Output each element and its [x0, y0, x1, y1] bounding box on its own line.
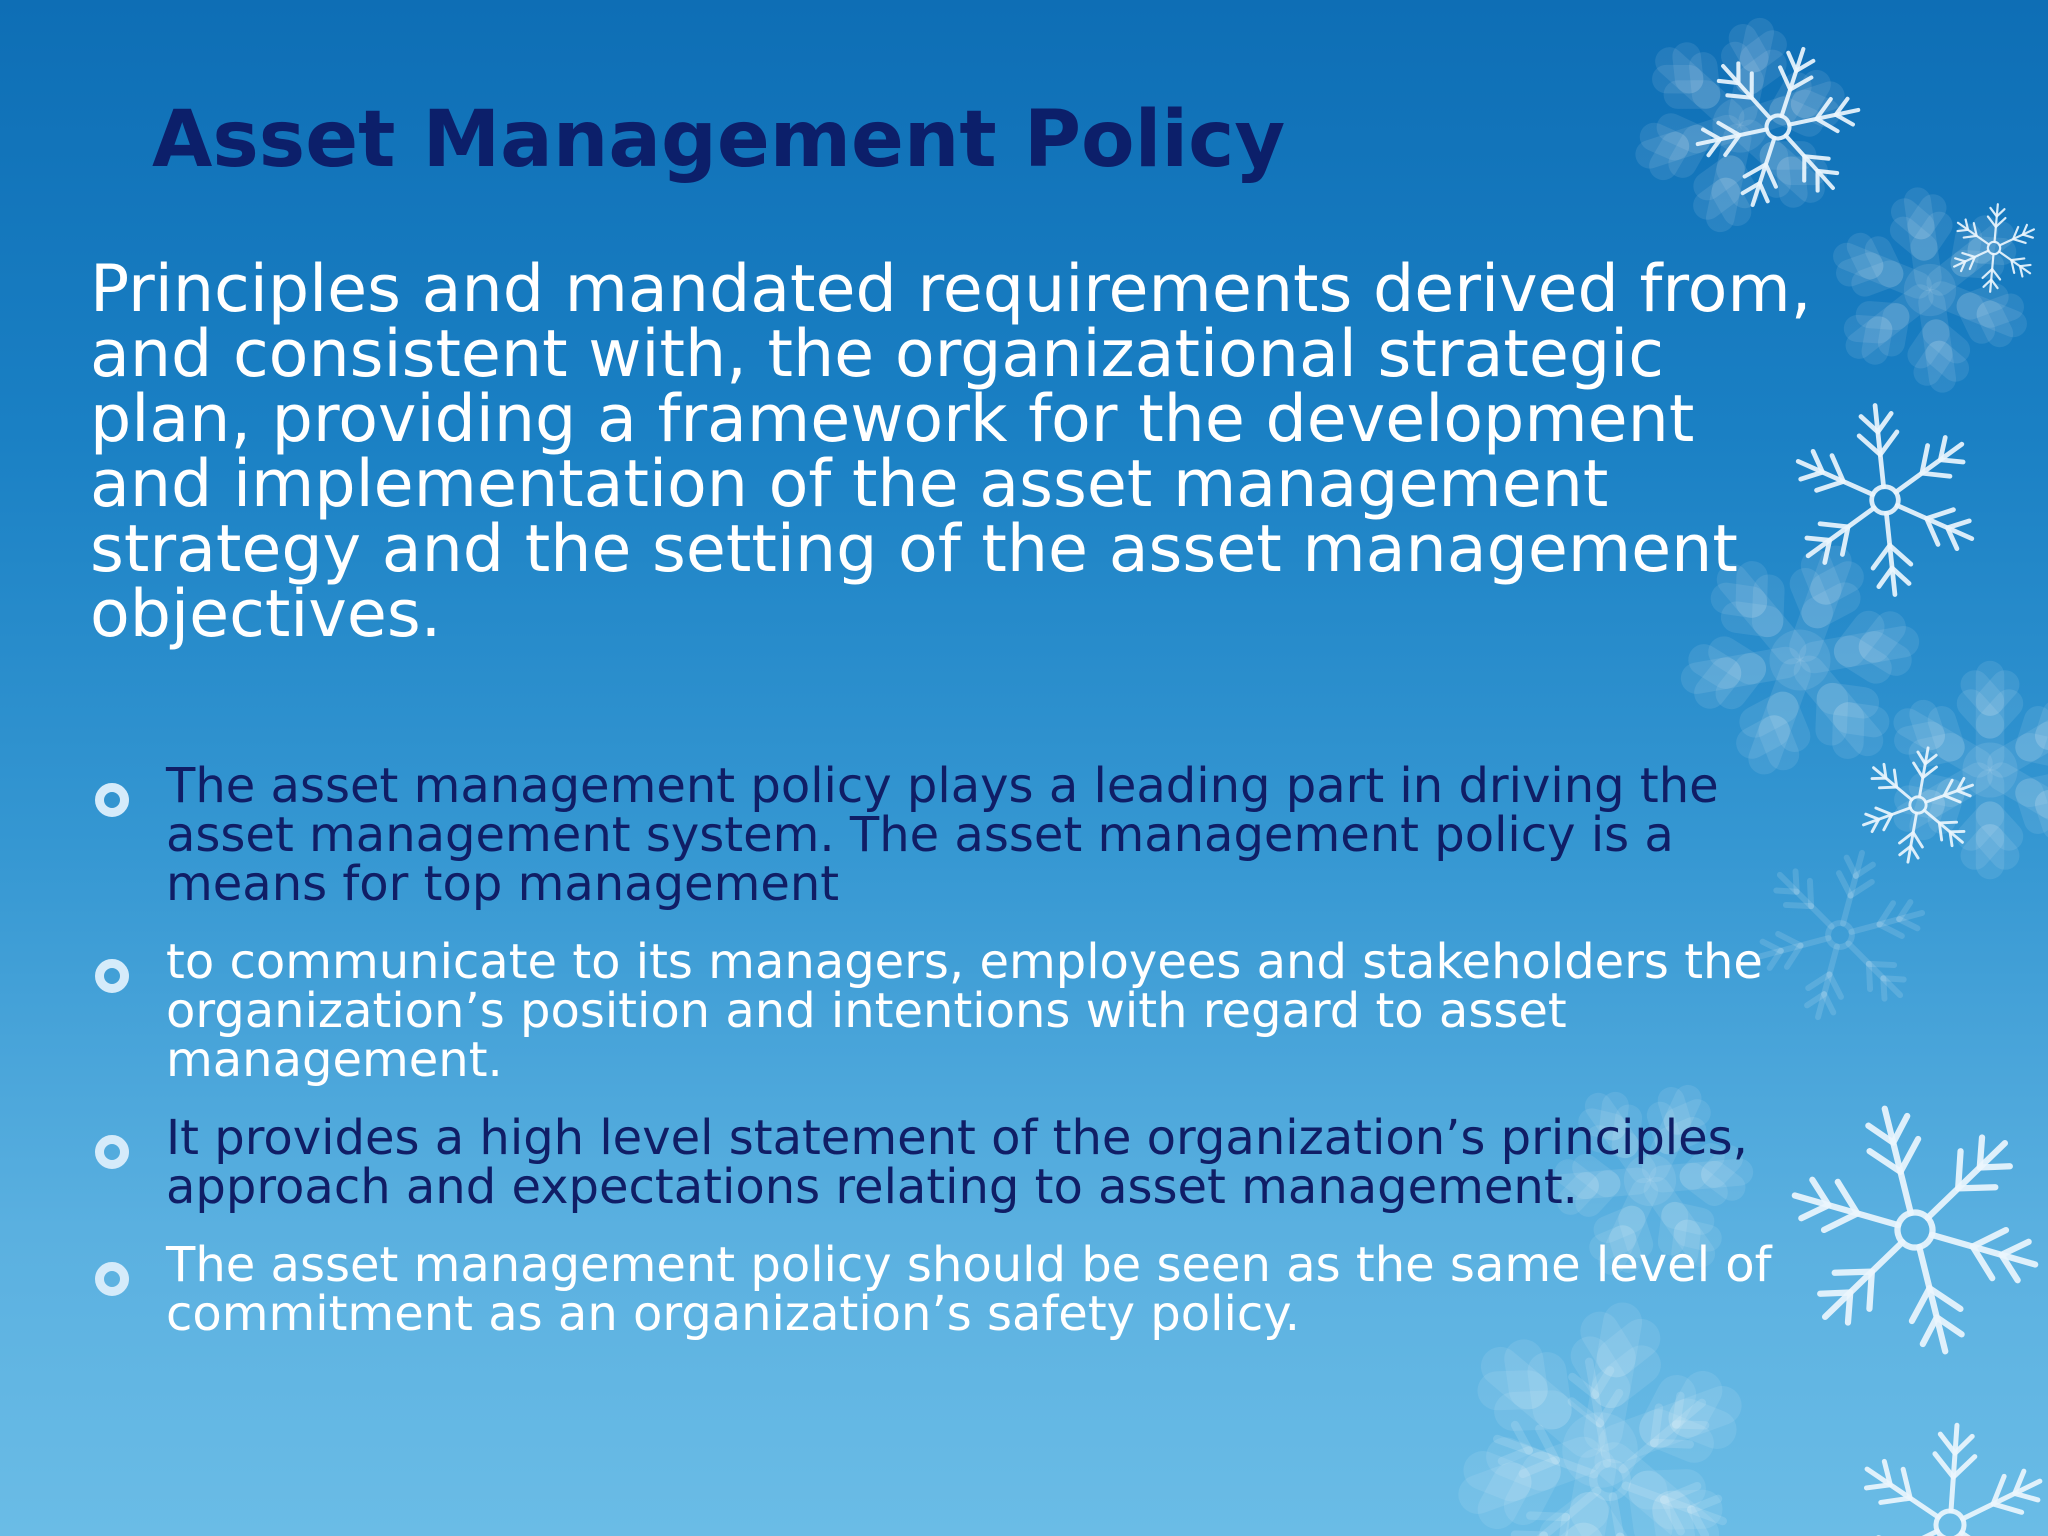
bullet-text: [166, 934, 1763, 1088]
bullet-text: [166, 1237, 1772, 1342]
definition-line: strategy and the setting of the asset management: [90, 512, 1738, 587]
bullet-line: approach and expectations relating to asset management.: [166, 1159, 1578, 1215]
bullet-line: It provides a high level statement of the organization’s principles,: [166, 1110, 1748, 1166]
bullet-ring-icon: [95, 1135, 129, 1169]
definition-line: objectives.: [90, 577, 442, 652]
slide-title: Asset Management Policy: [152, 95, 1286, 185]
bullet-ring-icon: [95, 1262, 129, 1296]
bullet-line: management.: [166, 1032, 503, 1088]
bullet-text: [166, 758, 1719, 912]
bullet-line: asset management system. The asset management policy is a: [166, 807, 1674, 863]
definition-line: plan, providing a framework for the development: [90, 382, 1695, 457]
bullet-line: The asset management policy should be seen as the same level of: [166, 1237, 1772, 1293]
bullet-ring-icon: [95, 959, 129, 993]
bullet-text: [166, 1110, 1748, 1215]
bullet-line: means for top management: [166, 856, 840, 912]
bullet-ring-icon: [95, 783, 129, 817]
definition-line: and implementation of the asset management: [90, 447, 1609, 522]
bullet-line: to communicate to its managers, employees and stakeholders the: [166, 934, 1763, 990]
definition-line: and consistent with, the organizational strategic: [90, 317, 1664, 392]
definition-line: Principles and mandated requirements derived from,: [90, 252, 1812, 327]
bullet-line: The asset management policy plays a leading part in driving the: [166, 758, 1719, 814]
bullet-line: organization’s position and intentions with regard to asset: [166, 983, 1567, 1039]
bullet-line: commitment as an organization’s safety policy.: [166, 1286, 1301, 1342]
